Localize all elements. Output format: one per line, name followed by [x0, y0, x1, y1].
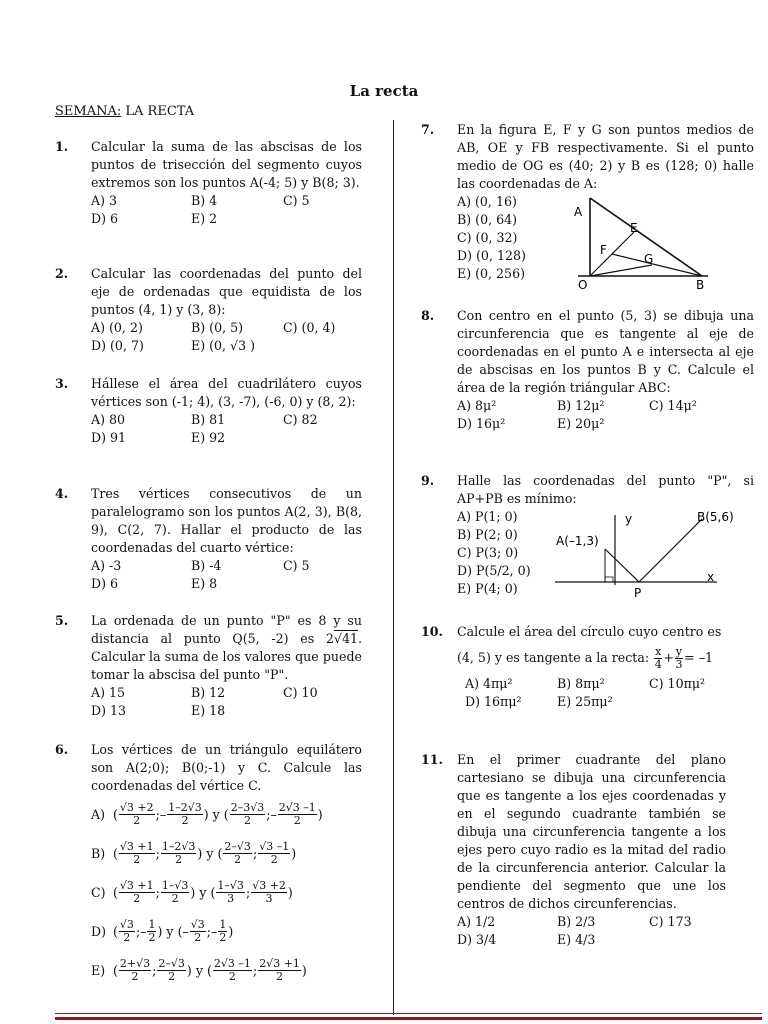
- label-o: O: [578, 278, 588, 292]
- label-point-p: P: [634, 586, 642, 600]
- right-angle-mark: [605, 577, 613, 582]
- label-x-axis: x: [707, 570, 715, 584]
- fraction: $\frac{1-2√3}{2}$: [161, 840, 196, 866]
- fraction: $\frac{√3 +1}{2}$: [119, 840, 154, 866]
- fraction: $\frac{2-√3}{2}$: [224, 840, 251, 866]
- options: A) 1/2 B) 2/3 C) 173 D) 3/4 E) 4/3: [457, 914, 692, 947]
- label-point-b: B(5,6): [697, 510, 734, 524]
- fraction: $\frac{√3}{2}$: [119, 918, 134, 944]
- question-3: 3. Hállese el área del cuadrilátero cuyos vértices son (-1; 4), (3, -7), (-6, 0) y (8, 2): A) 80 B) 81 C) 82 D) 91 E) 92: [55, 376, 362, 445]
- question-stem: Los vértices de un triángulo equilátero son A(2;0); B(0;-1) y C. Calcule las coordenadas del vértice C.: [91, 742, 362, 793]
- fraction: $\frac{2√3 -1}{2}$: [213, 957, 251, 983]
- fraction: $\frac{2-√3}{2}$: [158, 957, 185, 983]
- question-10: 10. Calcule el área del círculo cuyo centro es (4, 5) y es tangente a la recta: $\frac{x}{4}$ + $\frac{y}{3}$ = –1 A) 4πμ² B) 8πμ² C) 10πμ² D) 16πμ² E) 25πμ²: [421, 623, 754, 711]
- label-e: E: [630, 221, 638, 235]
- question-6: 6. Los vértices de un triángulo equilátero son A(2;0); B(0;-1) y C. Calcule las coordenadas del vértice C. A) ( $\frac{√3 +2}{2}$ ;– $\frac{1-2√3}{2}$ ) y ( $\frac{2-3√3}{2}$ ;– $\frac{2√3 -1}{2}$ ) B) ( $\frac{√3 +1}{2}$ ; $\frac{1-2√3}{2}$ ) y ( $\frac{2-√3}{2}$ ; $\frac{√3 -1}{2}$ ) C) ( $\frac{√3 +1}{2}$ ; $\frac{1-√3}{2}$ ) y ( $\frac{1-√3}{3}$ ; $\frac{√3 +2}{3}$ ) D) ( $\frac{√3}{2}$ ;– $\frac{1}{2}$ ) y ( – $\frac{√3}{2}$ ;– $\frac{1}{2}$ ) E) ( $\frac{2+√3}{2}$ ; $\frac{2-√3}{2}$ ) y ( $\frac{2√3 -1}{2}$ ; $\frac{2√3 +1}{2}$ ): [55, 741, 375, 990]
- options: A) (0, 2) B) (0, 5) C) (0, 4) D) (0, 7) E) (0, √3 ): [91, 320, 336, 353]
- segment-pb: [639, 519, 702, 582]
- question-7: 7. En la figura E, F y G son puntos medios de AB, OE y FB respectivamente. Si el punto medio de OG es (40; 2) y B es (128; 0) halle las coordenadas de A: A) (0, 16) B) (0, 64) C) (0, 32) D) (0, 128) E) (0, 256): [421, 122, 754, 281]
- options: A) 80 B) 81 C) 82 D) 91 E) 92: [91, 412, 318, 445]
- option-row: B) ( $\frac{√3 +1}{2}$ ; $\frac{1-2√3}{2}$ ) y ( $\frac{2-√3}{2}$ ; $\frac{√3 -1}{2}$ ): [91, 840, 297, 866]
- fraction-y-3: $\frac{y}{3}$: [675, 644, 683, 671]
- option-row: E) ( $\frac{2+√3}{2}$ ; $\frac{2-√3}{2}$ ) y ( $\frac{2√3 -1}{2}$ ; $\frac{2√3 +1}{2}$ ): [91, 957, 307, 983]
- question-11: 11. En el primer cuadrante del plano cartesiano se dibuja una circunferencia que es tangente a los ejes coordenadas y en el segundo cuadrante también se dibuja una circunferencia tangente a los ejes pero cuyo radio es la mitad del radio de la circunferencia anterior. Calcular la pendiente del segmento que une los centros de dichos circunferencias. A) 1/2 B) 2/3 C) 173 D) 3/4 E) 4/3: [421, 752, 726, 947]
- fraction: $\frac{1}{2}$: [148, 918, 156, 944]
- options: [91, 795, 375, 990]
- question-stem: Calcular las coordenadas del punto del eje de ordenadas que equidista de los puntos (4, 1) y (3, 8):: [91, 266, 362, 317]
- fraction: $\frac{2-3√3}{2}$: [230, 801, 265, 827]
- fraction: $\frac{1-√3}{2}$: [161, 879, 189, 905]
- footer-rule-thin: [55, 1013, 762, 1014]
- column-divider: [393, 120, 394, 1015]
- label-a: A: [574, 205, 583, 219]
- fraction: $\frac{√3 +2}{2}$: [119, 801, 154, 827]
- options: A) 8μ² B) 12μ² C) 14μ² D) 16μ² E) 20μ²: [457, 398, 697, 431]
- fraction: $\frac{2√3 +1}{2}$: [259, 957, 300, 983]
- question-stem: Halle las coordenadas del punto "P", si AP+PB es mínimo:: [457, 473, 754, 506]
- label-f: F: [600, 243, 607, 257]
- fraction: $\frac{1-√3}{3}$: [217, 879, 244, 905]
- question-stem: En el primer cuadrante del plano cartesiano se dibuja una circunferencia que es tangente a los ejes coordenadas y en el segundo cuadrante también se dibuja una circunferencia tangente a los ejes pero cuyo radio es la mitad del radio de la circunferencia anterior. Calcular la pendiente del segmento que une los centros de dichos circunferencias.: [457, 752, 726, 911]
- fraction: $\frac{√3}{2}$: [190, 918, 205, 944]
- question-stem: Calcule el área del círculo cuyo centro es (4, 5) y es tangente a la recta: $\frac{x}{4}$ + $\frac{y}{3}$ = –1: [457, 624, 722, 671]
- question-stem: Tres vértices consecutivos de un paralelogramo son los puntos A(2, 3), B(8, 9), C(2, 7). Hallar el producto de las coordenadas del cuarto vértice:: [91, 486, 362, 555]
- label-y-axis: y: [625, 512, 633, 526]
- options: A) P(1; 0) B) P(2; 0) C) P(3; 0) D) P(5/2, 0) E) P(4; 0): [457, 509, 531, 596]
- page-title: La recta: [349, 82, 419, 100]
- figure-reflection-axes: [545, 505, 765, 600]
- question-stem: Calcular la suma de las abscisas de los puntos de trisección del segmento cuyos extremos son los puntos A(-4; 5) y B(8; 3).: [91, 139, 362, 190]
- week-heading: SEMANA: LA RECTA: [55, 104, 195, 119]
- question-8: 8. Con centro en el punto (5, 3) se dibuja una circunferencia que es tangente al eje de coordenadas en el punto A e intersecta al eje de abscisas en los puntos B y C. Calcule el área de la región triángular ABC: A) 8μ² B) 12μ² C) 14μ² D) 16μ² E) 20μ²: [421, 308, 754, 431]
- label-b: B: [696, 278, 705, 292]
- options: A) 3 B) 4 C) 5 D) 6 E) 2: [91, 193, 310, 226]
- fraction: $\frac{1}{2}$: [219, 918, 227, 944]
- question-2: 2. Calcular las coordenadas del punto del eje de ordenadas que equidista de los puntos (4, 1) y (3, 8): A) (0, 2) B) (0, 5) C) (0, 4) D) (0, 7) E) (0, √3 ): [55, 266, 362, 353]
- option-row: C) ( $\frac{√3 +1}{2}$ ; $\frac{1-√3}{2}$ ) y ( $\frac{1-√3}{3}$ ; $\frac{√3 +2}{3}$ ): [91, 879, 293, 905]
- options: A) (0, 16) B) (0, 64) C) (0, 32) D) (0, 128) E) (0, 256): [457, 194, 526, 281]
- option-row: D) ( $\frac{√3}{2}$ ;– $\frac{1}{2}$ ) y ( – $\frac{√3}{2}$ ;– $\frac{1}{2}$ ): [91, 918, 234, 944]
- fraction: $\frac{√3 -1}{2}$: [259, 840, 290, 866]
- options: A) 15 B) 12 C) 10 D) 13 E) 18: [91, 685, 318, 718]
- fraction: $\frac{1-2√3}{2}$: [168, 801, 202, 827]
- segment-fb: [612, 254, 702, 276]
- question-stem: La ordenada de un punto "P" es 8 y su distancia al punto Q(5, -2) es 2√41. Calcular la suma de los valores que puede tomar la abscisa del punto "P".: [91, 613, 362, 682]
- question-5: 5. La ordenada de un punto "P" es 8 y su distancia al punto Q(5, -2) es 2√41. Calcular la suma de los valores que puede tomar la abscisa del punto "P". A) 15 B) 12 C) 10 D) 13 E) 18: [55, 613, 362, 718]
- label-g: G: [644, 252, 654, 266]
- question-stem: Hállese el área del cuadrilátero cuyos vértices son (-1; 4), (3, -7), (-6, 0) y (8, 2):: [91, 376, 362, 409]
- options: A) -3 B) -4 C) 5 D) 6 E) 8: [91, 558, 310, 591]
- fraction: $\frac{√3 +1}{2}$: [119, 879, 154, 905]
- footer-rule: [55, 1017, 762, 1020]
- figure-triangle-midpoints: [568, 192, 718, 292]
- fraction: $\frac{2+√3}{2}$: [119, 957, 151, 983]
- question-9: 9. Halle las coordenadas del punto "P", si AP+PB es mínimo: A) P(1; 0) B) P(2; 0) C) P(3; 0) D) P(5/2, 0) E) P(4; 0): [421, 473, 754, 596]
- question-1: 1. Calcular la suma de las abscisas de los puntos de trisección del segmento cuyos extremos son los puntos A(-4; 5) y B(8; 3). A) 3 B) 4 C) 5 D) 6 E) 2: [55, 139, 362, 226]
- question-4: 4. Tres vértices consecutivos de un paralelogramo son los puntos A(2, 3), B(8, 9), C(2, 7). Hallar el producto de las coordenadas del cuarto vértice: A) -3 B) -4 C) 5 D) 6 E) 8: [55, 486, 362, 591]
- question-stem: Con centro en el punto (5, 3) se dibuja una circunferencia que es tangente al eje de coordenadas en el punto A e intersecta al eje de abscisas en los puntos B y C. Calcule el área de la región triángular ABC:: [457, 308, 754, 395]
- options: A) 4πμ² B) 8πμ² C) 10πμ² D) 16πμ² E) 25πμ²: [465, 676, 706, 709]
- fraction-x-4: $\frac{x}{4}$: [654, 644, 662, 671]
- fraction: $\frac{2√3 -1}{2}$: [278, 801, 316, 827]
- option-row: A) ( $\frac{√3 +2}{2}$ ;– $\frac{1-2√3}{2}$ ) y ( $\frac{2-3√3}{2}$ ;– $\frac{2√3 -1}{2}$ ): [91, 801, 323, 827]
- label-point-a: A(–1,3): [556, 534, 599, 548]
- question-stem: En la figura E, F y G son puntos medios de AB, OE y FB respectivamente. Si el punto medio de OG es (40; 2) y B es (128; 0) halle las coordenadas de A:: [457, 122, 754, 191]
- fraction: $\frac{√3 +2}{3}$: [252, 879, 286, 905]
